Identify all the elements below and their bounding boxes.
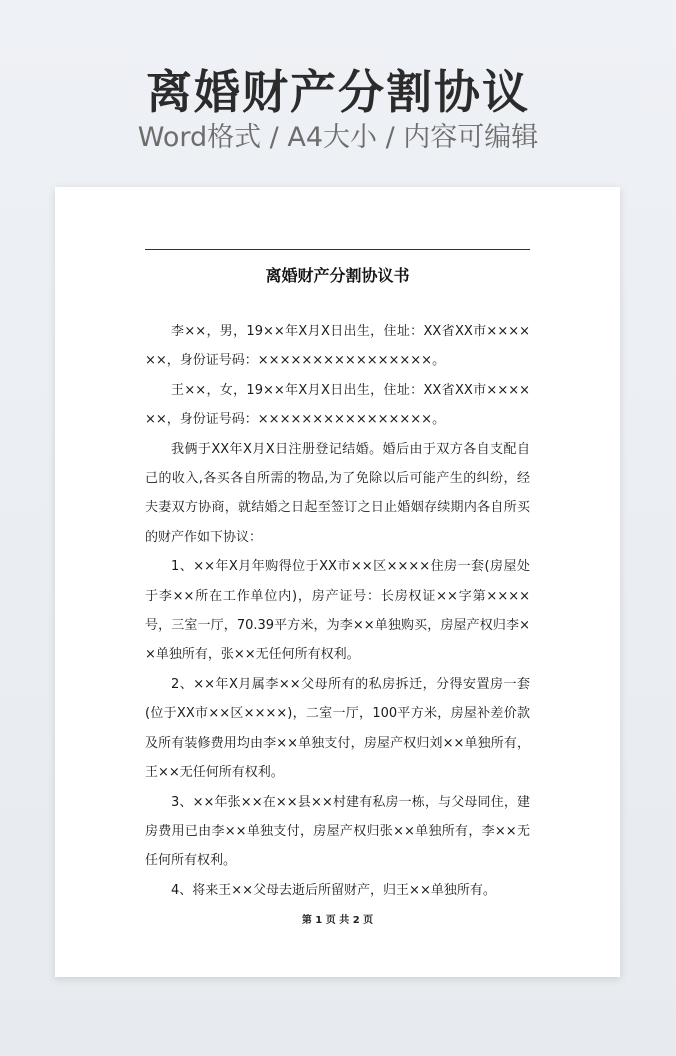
document-body [145,317,530,905]
document-page [55,187,620,977]
header-rule [145,249,530,250]
paragraph-clause-1: 1、××年X月年购得位于XX市××区××××住房一套(房屋处于李××所在工作单位内)，房产证号：长房权证××字第××××号，三室一厅，70.39平方米，为李××单独购买，房屋产权归李××单独所有，张××无任何所有权利。 [145,559,530,663]
paragraph-clause-2: 2、××年X月属李××父母所有的私房拆迁，分得安置房一套(位于XX市××区××××)，二室一厅，100平方米，房屋补差价款及所有装修费用均由李××单独支付，房屋产权归刘××单独所有，王××无任何所有权利。 [145,676,530,781]
paragraph-preamble: 我俩于XX年X月X日注册登记结婚。婚后由于双方各自支配自己的收入,各买各自所需的物品,为了免除以后可能产生的纠纷，经夫妻双方协商，就结婚之日起至签订之日止婚姻存续期内各自所买的财产作如下协议： [145,441,530,545]
paragraph-clause-3: 3、××年张××在××县××村建有私房一栋，与父母同住，建房费用已由李××单独支付，房屋产权归张××单独所有，李××无任何所有权利。 [145,794,530,869]
banner-subtitle: Word格式 / A4大小 / 内容可编辑 [137,122,539,153]
banner-title: 离婚财产分割协议 [146,65,530,119]
paragraph-party-li: 李××，男，19××年X月X日出生，住址：XX省XX市××××××，身份证号码：××××××××××××××××。 [145,324,530,369]
paragraph-party-wang: 王××，女，19××年X月X日出生，住址：XX省XX市××××××，身份证号码：××××××××××××××××。 [145,382,530,428]
document-title: 离婚财产分割协议书 [265,266,410,285]
paragraph-clause-4: 4、将来王××父母去逝后所留财产，归王××单独所有。 [171,882,496,898]
page-number: 第 1 页 共 2 页 [301,915,374,926]
